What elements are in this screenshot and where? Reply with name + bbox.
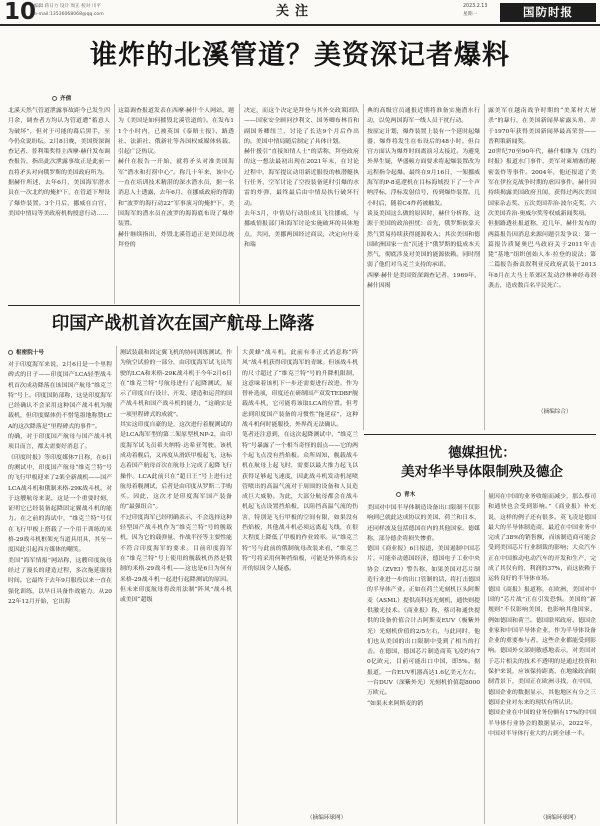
page-header	[0, 0, 600, 26]
section-rule	[8, 305, 360, 306]
column-divider	[116, 346, 117, 824]
column-divider	[484, 104, 485, 430]
issue-date: 2023.2.13	[463, 4, 488, 9]
article1-column-2: 这篇调查报道发表在西摩·赫什个人网站，题为《美国是如何摧毁北溪管道的》。在发布11个小时内，已被英国《泰晤士报》、路透社、法新社、俄新社等各国权威媒体转载、引起广泛热议。 赫什在报告一开始，就将矛头对准美国海军“潜水和打捞中心”。称几十年来，该中心一直在培训技术精湛的深水潜水员，据一名消息人士透露，去年6月，在挪威政府的帮助和“波罗的海行动22”军事演习的掩护下，美国海军的潜水员在波罗的海海底布设了爆炸装置。 赫什继续指出，炸毁北溪管道正是美国总统拜登的	[118, 108, 234, 248]
article3-author: 青木	[404, 492, 416, 498]
article1-column-4: 典的高级官员通报近期将准备实施潜水行动，以免两国海军一线人员干扰行动。 按原定计划，爆炸装置上装有一个延时起爆器，爆炸将发生在布设后的48小时。但白宫方面认为爆炸时间离演习太接近。为避免外界生疑，华盛顿方面要求将起爆装置改为远程指令起爆。最终在9月16日，一架挪威海军的P-8巡逻机在目标海域投下了一个声呐浮标，浮标发射信号，传到爆炸装置。几小时后，随着C4炸药被触发。 谈及美国这么做的原因时，赫什分析称，这源于美国的政治担忧：首先，俄罗斯依靠天然气贸易持续获得能源收入；其次美国和德国欧洲国家一直“沉迷于”俄罗斯的低成本天然气，彻底涉及对美国的能源依赖。同时削弱了他们对乌克兰支持的承诺。 西摩·赫什是美国资深调查记者，1969年，赫什因揭	[367, 108, 480, 290]
article3-signature: （摘编环球网）	[540, 815, 580, 821]
column-divider	[239, 104, 240, 304]
byline-icon	[8, 350, 13, 355]
article2-headline: 印国产战机首次在国产航母上降落	[51, 314, 315, 334]
article1-column-3: 决定，而这个决定是拜登与其外交政策团队——国家安全顾问沙利文、国务卿布林肯和副国务卿纽兰，讨论了长达9个月后作出的。美国中情局随后制定了具体计划。 赫什援引“直接知情人士”的话称，拜登政府的这一想法最初出现在2021年末，在讨论过程中，海军提议动用新近服役的核潜艇执行任务，空军讨论了空投装备延时引爆的水雷的炸弹，最终最后由中情局执行破坏行动。 去年3月，中情局行动组成员飞往挪威，与挪威情报部门和海军讨论实施破坏的具体地点，共同，美挪两国经过商议，决定向丹麦和瑞	[244, 108, 359, 248]
byline-icon	[52, 96, 57, 101]
article3-headline-line2: 美对华半导体限制殃及德企	[401, 464, 563, 480]
article2-author: 枢密院十号	[16, 350, 44, 356]
section-rule	[364, 434, 596, 435]
column-divider	[237, 346, 238, 824]
article3-headline	[364, 444, 600, 482]
article3-headline-line1: 德媒担忧：	[448, 445, 516, 461]
column-divider	[484, 490, 485, 824]
article1-column-1: 北溪天然气管道泄露事故距今已发生四月余，调查者方均认为管道遭“蓄意人为破坏”，但对于可能的幕后黑手，至今仍众说纷纭。2月8日晚，美国资深调查记者、普利策奖得主西摩·赫什发布调查报告，指出此次泄露事故正是此前一直将矛头对向俄罗斯的美国政府所为。 据赫什所述，去年6月，美国海军潜水员在一次北约的掩护下，在管道下埋设了爆炸装置。3个月后，挪威在白宫、美国中情局等美政府机构授意行动……	[8, 108, 110, 217]
article1-author: 齐倩	[60, 96, 72, 102]
article2-column-1: 对于印度海军来说，2月6日是一个里程碑式的日子——印度国产LCA轻型战斗机首次成功降落在该国国产航母“维克兰特”号上。印度国防部称，这是印度海军已经确认不会采用这种国产战斗机为舰载机，但印度媒体仍不惜笔墨地称赞LCA的这次降落是“里程碑式的事件”。 的确，对于印度国产航母与国产战斗机项目而言，都太需要好消息了。 《印度时报》等印度媒体7日称，在6日的测试中，印度国产航母“维克兰特”号的飞行甲板迎来了2架全新战机——国产LCA战斗机和俄制米格-29K战斗机。对于这艘航母来说，这是一个重要时刻，证明它已经装备起降固定翼战斗机的能力。在之前的海试中，“维克兰特”号仅在飞行甲板上搭载了一个用于训练的米格-29战斗机框架充当道具用具，其至一度因此引起西方媒体的嘲笑。 美国“海军情报”网站称，这艘印度航母经过了漫长的建造过程，多次拖延服役时间。它最终于去年9月服役以来一直在强化训练，以早日具备作战能力。从2022年12月开始，它出海	[8, 362, 112, 605]
newspaper-logo: 国防时报	[500, 3, 596, 22]
editor-line: 编辑 蒋日力 设计 周正 校对 川平	[34, 4, 102, 9]
byline-icon	[396, 492, 401, 497]
column-divider	[114, 104, 115, 304]
article2-column-2: 测试装载和固定翼飞机的协同训练测试。作为航空试验的一部分，由印度海军试飞员驾驶的LCA和米格-29K战斗机于今年2月6日在“维克兰特”号航母进行了起降测试，展示了印度自行设计、开发、建造和运营的国产战斗机和国产战斗机的能力，“这确实是一项里程碑式的成就”。 其实这印度自豪的是，这次进行着舰测试的是LCA海军型的第二架原型机NP-2，由印度海军试飞员希夫纳特·达希亚驾驶。该机成功着舰后，又再度从滑跃甲板起飞，这标志着国产航母首次在航母上完成了起降飞行操作。LCA此前只在“超日王”号上进行过航母着舰测试，后者是由印度从罗斯二手购买。因此，这次才是印度海军国产装备的“最强组合”。 不过印度海军已经明确表示，不会选择这种轻型国产战斗机作为“维克兰特”号的舰载机，因为它的载弹量、作战半径等主要性能不符合印度海军的要求。目前印度海军在“维克兰特”号上使用的舰载机仍然是俄制的米格-29战斗机——这也是6日为何有米格-29战斗机一起进行起降测试的原因。但未来印度航母将改用法制“阵风”战斗机或美国“超级	[120, 350, 232, 604]
page-number: 10	[4, 0, 37, 25]
article2-signature: （摘编环球网）	[307, 815, 347, 821]
article2-byline	[8, 349, 44, 357]
section-title: 关注	[276, 4, 315, 19]
article1-byline	[52, 95, 71, 103]
article1-signature: （摘编综合）	[538, 409, 572, 415]
article3-byline	[396, 491, 415, 499]
column-divider	[363, 104, 364, 430]
article3-column-1: 美国对中国半导体制造设备出口限制不仅影响到已就此达成协议的美国、荷兰和日本，还同样波及包括德国在内的其他国家。德媒称，部分德企将损失惨重。 德国《商业报》6日报道，美国遏制中国芯片，可能牵动德国经济，德国电子工业中央协会（ZVEI）警告称，如果美国对芯片制造行业进一步的出口管制的话，将打击德国的半导体产业。正如在荷兰光刻机巨头阿斯麦（ASML）提供高科技光刻机，通快则提供激光技术。《商业报》称，蔡司和通快提供的设备价值合计占阿斯麦EUV（极紫外光）光刻机价值的2/5左右，与此同时，他们也从美国的出口限制中受到了相当的打击。在德国，德国芯片制造商英飞凌约有70亿欧元，目前可能出口中国，即5%。据报道，一台EUV机器高达1.6亿美元左右。一台DUV（深紫外光）光刻机价值超8000万欧元。 “如果未来阿斯麦的销	[367, 505, 480, 707]
article1-column-5: 露美军在越南战争时期的“美莱村大屠杀”的暴行，在美国新闻界崭露头角，并于1970年获得美国新闻界最高荣誉——普利策新闻奖。 20世纪70至90年代，赫什相继为《纽约时报》报道水门事件、美军对柬埔寨的秘密轰炸等事件。2004年，他还报道了美军在伊拉克战争时期的虐囚事件。赫什因持续揭露美国政府丑闻，获得过两次美国国家杂志奖、五次美国乔治·波尔克奖、六次美国乔治·奥威尔奖等权威新闻奖项。 但据路透社报道称，近几年，赫什发布的两篇报告因消息来源问题引发争议：第一篇报告质疑奥巴马政府关于2011年击毙“基地”组织创始人本·拉登的说法；第二篇报告指责叙利亚反政府武装于2013年8月在大马士革郊区发动沙林神经毒剂袭击，造成数百名平民死亡。	[488, 108, 596, 290]
email-line: e-mail:13536068068@qq.com	[34, 12, 104, 17]
issue-weekday: 星期一	[463, 12, 478, 17]
article2-column-3: 大黄蜂”战斗机。此前有非正式消息称“阵风”战斗机获得印度海军的青睐。但该战斗机的尺寸超过了“维克兰特”号的升降机限制，这意味着该机下一步还需要进行改进。作为替补选项，印度还在研制国产双发TEDBF舰载战斗机，它可能将该取LCA的位置。但考虑到印度国产装备的习惯性“拖延症”，这种战斗机何时能服役，外界尚无法确认。 笔者还注意到，在这次起降测试中，“维克兰特”号暴露了一个相当奇怪的弱点——它的两个起飞点没有挡焰板。众所周知，舰载战斗机在航母上起飞时，需要以最大推力起飞以获得足够起飞速度，因此战斗机发动机尾喷管喷出的高温气流对于周围的设备和人员造成巨大威胁。为此，大部分航母都会在战斗机起飞点设置挡焰板，以阻挡高温气流的伤害，特别是飞行甲板的空间有限，如果没有挡焰板，其他战斗机必须远离起飞线，在很大程度上降低了甲板的作业效率。从“维克兰特”号与此前的俄制航母改装来看，“维克兰特”号将采用何种挡焰板，可能是外界尚未公开的原因令人疑惑。	[242, 350, 358, 573]
article1-headline: 谁炸的北溪管道？美资深记者爆料	[90, 40, 510, 71]
article3-column-2: 量因在中国的业务收缩而减少，那么蔡司和通快也会受到影响。”《商业报》补充说，这样的例子还有很多。英飞凌是德国最大的半导体制造商，最近在中国业务中完成了38%的销售额，而该制造商可能会受到美国芯片行业制裁的影响；大众汽车正在中国推动电动汽车的开发和生产，完成了其仅有的，利润的37%，而这依赖于运转良好的半导体市场。 德国《商报》报道称，在欧洲，美国对中国的“芯片战”正在引发恐惧。美国的“新规则”不仅影响美国，也影响其他国家，例如德国和荷兰。德国联邦政府、德国企业家和中国半导体企业，作为半导体设备企业的重要参与者，这些企业都能受到影响。德国外交部则敏感地表示，对美国对于芯片相关的技术不透明的是通过投资和保护来说，应该保持距离，在地缘政治限制背景下，美国正在欧洲寻找，在中国，德国企业的数据显示，其他地区有分之三德国企业对东来的现状有所认识。 德国企业在中国的业务份额有17%的中国半导体行业协会的数据显示，2022年，中国对半导体行业大约占到全球一半。	[488, 494, 596, 737]
